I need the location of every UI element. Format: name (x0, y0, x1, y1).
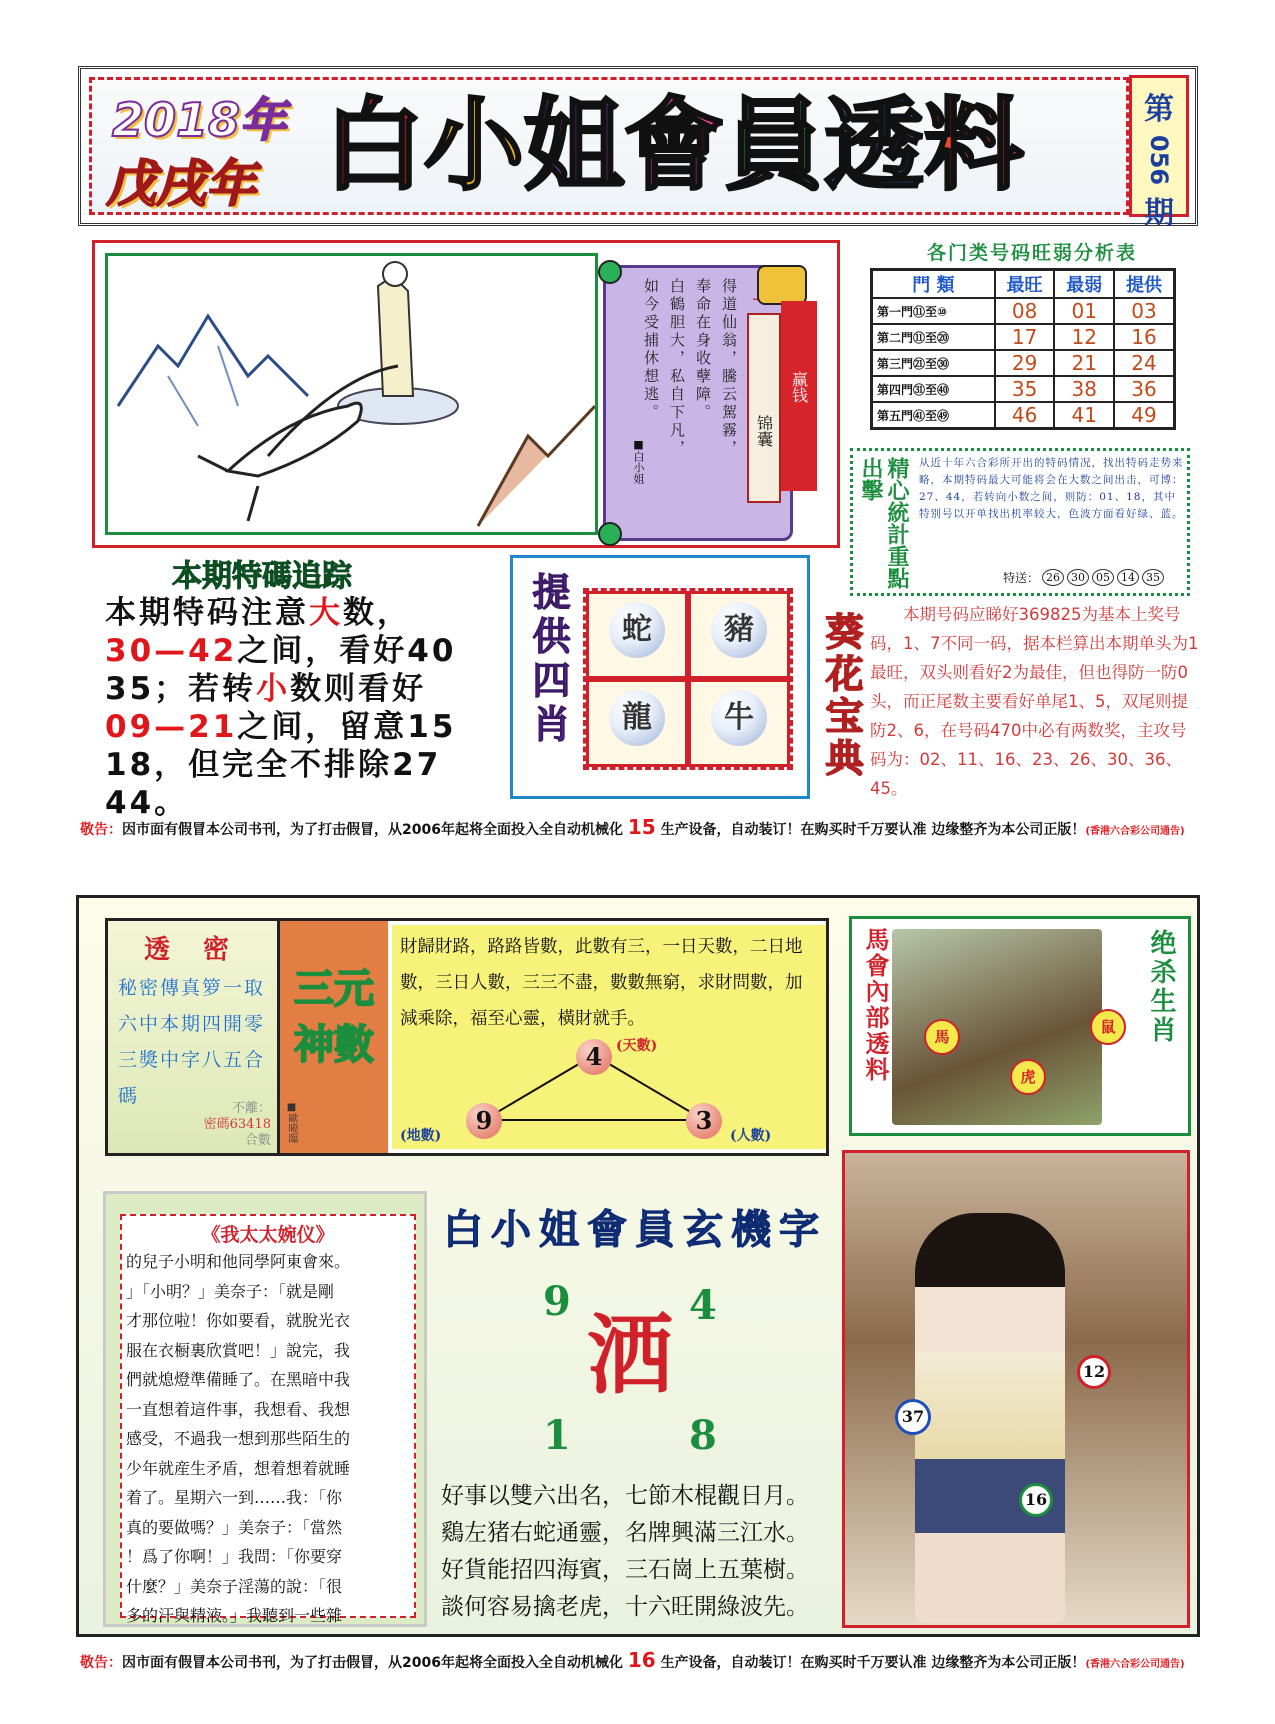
girl-photo (842, 1150, 1190, 1628)
door-table-title: 各门类号码旺弱分析表 (926, 242, 1137, 264)
scroll-poem-col: 奉命在身收孽障。 (694, 278, 712, 422)
title-char: 小 (424, 87, 524, 204)
table-row (872, 324, 1175, 350)
girl-figure (915, 1213, 1065, 1623)
title-char: 姐 (524, 87, 624, 204)
sanyuan-sign: ■歐曉臨 (286, 1102, 297, 1143)
special-row (1003, 569, 1164, 586)
ribbon-left: 锦囊 (747, 313, 781, 503)
secret-line: 六中本期四開零 (118, 1013, 266, 1035)
number-ball: 37 (895, 1399, 931, 1435)
illustration-frame (92, 240, 840, 548)
horse-panel (849, 916, 1191, 1136)
scroll-knob-top (598, 260, 622, 284)
warning-suffix: (香港六合彩公司通告) (1085, 1659, 1185, 1670)
zodiac-snake: 蛇 (609, 602, 665, 658)
zodiac-pig: 豬 (711, 602, 767, 658)
door-cell: 第三門㉑至㉚ (872, 350, 995, 376)
xuanji-num-tr: 4 (689, 1282, 717, 1329)
zodiac-dragon: 龍 (609, 690, 665, 746)
offer-cell: 36 (1114, 376, 1174, 402)
col-header: 最旺 (995, 270, 1055, 299)
zodiac-cell (688, 679, 790, 767)
offer-cell: 03 (1114, 298, 1174, 324)
four-zodiac-label: 提供四肖 (526, 572, 570, 748)
story-line: 什麼？」美奈子淫蕩的說：「很 (126, 1576, 343, 1596)
secret-footer-line: 密碼63418 (203, 1117, 271, 1132)
page-number: 15 (627, 815, 656, 839)
header-banner (78, 66, 1198, 231)
story-line: 少年就産生矛盾，想着想着就睡 (126, 1458, 351, 1478)
story-line: 感受，不過我一想到那些陌生的 (126, 1429, 351, 1448)
secret-panel (105, 918, 829, 1156)
secret-line: 碼 (118, 1085, 140, 1107)
table-row (872, 350, 1175, 376)
best-cell: 17 (995, 324, 1055, 350)
sunflower-label: 葵花宝典 (819, 612, 863, 780)
number-ball: 12 (1077, 1355, 1111, 1389)
track-highlight: 30—42 (105, 633, 238, 669)
zodiac-ox: 牛 (711, 690, 767, 746)
sunflower-text: 本期号码应睇好369825为基本上奖号码，1、7不同一码，据本栏算出本期单头为1最旺，双头则看好2为最佳，但也得防一防0头，而正尾数主要看好单尾1、5，双尾则提防2、6，在号码470中必有两数奖，主攻号码为：02、11、16、23、26、30、36、45。 (870, 605, 1199, 798)
zodiac-cell (688, 591, 790, 679)
page-number: 16 (627, 1648, 656, 1672)
zodiac-tag: 鼠 (1090, 1009, 1126, 1045)
zodiac-tag: 虎 (1010, 1059, 1046, 1095)
note-side-label: 精心統計重點出擊 (858, 457, 909, 589)
worst-cell: 01 (1054, 298, 1114, 324)
di-label: (地數) (400, 1128, 442, 1144)
sanyuan-label: 三元神數 (294, 966, 374, 1068)
secret-footer-line: 不離： (231, 1101, 271, 1116)
best-cell: 29 (995, 350, 1055, 376)
table-row (872, 298, 1175, 324)
poem-line: 談何容易擒老虎，十六旺開綠波先。 (441, 1594, 809, 1620)
horse-right-label: 绝杀生肖 (1146, 929, 1176, 1045)
track-text: 44。 (105, 785, 189, 821)
scroll-poem-col: 得道仙翁，騰云駕霧， (720, 278, 738, 458)
note-text: 从近十年六合彩所开出的特码情况，找出特码走势来略，本期特码最大可能将会在大数之间出击，可博：27、44，若转向小数之间，则防：01、18，其中特别号以开单找出机率较大，色波方面看好绿、蓝。 (919, 457, 1184, 520)
special-ball: 26 (1042, 569, 1064, 586)
title-char: 會 (624, 87, 724, 204)
special-ball: 05 (1092, 569, 1114, 586)
scroll-poem-col: 如今受捕休想逃。 (642, 278, 660, 422)
zodiac-cell (586, 591, 688, 679)
worst-cell: 38 (1054, 376, 1114, 402)
horse-left-label: 馬會內部透料 (861, 927, 889, 1083)
sanyuan-text: 財歸財路，路路皆數，此數有三，一日天數，二日地數，三日人數，三三不盡，數數無窮，求財問數，加減乘除，福至心靈，橫財就手。 (400, 937, 803, 1029)
page-16 (76, 895, 1200, 1637)
track-body (105, 594, 495, 822)
offer-cell: 24 (1114, 350, 1174, 376)
story-line: 的兒子小明和他同學阿東會來。 (126, 1252, 351, 1271)
issue-unit: 期 (1144, 196, 1174, 231)
table-row (872, 376, 1175, 402)
offer-cell: 16 (1114, 324, 1174, 350)
tian-label: (天數) (616, 1038, 658, 1054)
track-text: 之间，留意15 (237, 709, 457, 745)
warning-text: 因市面有假冒本公司书刊，为了打击假冒，从2006年起将全面投入全自动机械化 (122, 822, 623, 838)
xuanji-char: 洒 (587, 1305, 673, 1406)
track-highlight: 小 (256, 671, 291, 707)
scroll-knob-bottom (598, 522, 622, 546)
story-line: 真的要做嗎？」美奈子：「當然 (126, 1517, 343, 1537)
warning-bar (80, 815, 1185, 839)
issue-label: 第 (1144, 92, 1174, 127)
track-text: 本期特码注意 (105, 595, 309, 631)
story-line: 着了。星期六一到……我：「你 (126, 1488, 343, 1507)
story-title: 《我太太婉仪》 (201, 1224, 335, 1246)
story-line: 服在衣橱裏欣賞吧！」說完，我 (126, 1340, 351, 1360)
door-cell: 第一門⑪至⑩ (872, 298, 995, 324)
xuanji-num-br: 8 (689, 1412, 717, 1459)
track-highlight: 09—21 (105, 709, 238, 745)
xuanji-num-bl: 1 (543, 1412, 571, 1459)
issue-box (1129, 75, 1189, 231)
worst-cell: 41 (1054, 402, 1114, 429)
ren-label: (人數) (730, 1128, 772, 1144)
number-ball: 16 (1019, 1483, 1053, 1517)
tian-ball: 4 (576, 1039, 612, 1075)
crane-illustration (105, 253, 598, 535)
col-header: 最弱 (1054, 270, 1114, 299)
zodiac-cell (586, 679, 688, 767)
di-ball: 9 (466, 1103, 502, 1139)
xuanji-poem (441, 1478, 841, 1626)
scroll-poem-col: 白鶴胆大，私自下凡， (668, 278, 686, 458)
xuanji-title: 白小姐會員玄機字 (443, 1206, 827, 1253)
track-text: 35；若转 (105, 671, 257, 707)
special-label: 特送： (1003, 571, 1040, 585)
story-inner (120, 1214, 416, 1625)
xuanji-num-tl: 9 (543, 1278, 571, 1325)
horse-race-photo (892, 929, 1102, 1125)
title-char: 員 (724, 87, 824, 204)
scroll-poem-text (638, 278, 742, 498)
track-title: 本期特碼追踪 (172, 559, 352, 594)
special-ball: 14 (1117, 569, 1139, 586)
best-cell: 08 (995, 298, 1055, 324)
header-inner (89, 77, 1129, 215)
secret-footer (204, 1101, 271, 1149)
table-row (872, 402, 1175, 429)
ren-ball: 3 (686, 1103, 722, 1139)
story-line: 一直想着這件事，我想看、我想 (126, 1399, 351, 1419)
scroll-sign: ■白小姐 (632, 438, 645, 484)
col-header: 門 類 (872, 270, 995, 299)
warning-suffix: (香港六合彩公司通告) (1085, 826, 1185, 837)
story-line: 」「小明？」美奈子：「就是剛 (126, 1281, 335, 1301)
issue-number: 056 (1145, 134, 1173, 186)
worst-cell: 21 (1054, 350, 1114, 376)
pouch-icon (757, 265, 807, 305)
track-text: 数则看好 (290, 671, 427, 707)
warning-prefix: 敬告： (80, 1655, 122, 1671)
warning-text: 生产设备，自动装订！在购买时千万要认准 边缘整齐为本公司正版！ (660, 822, 1086, 838)
story-line: 多的汗與精液。」我聽到一些雜 (126, 1606, 343, 1625)
secret-footer-line: 合數 (244, 1133, 271, 1148)
warning-bar (80, 1648, 1185, 1672)
secret-line: 三獎中字八五合 (118, 1049, 266, 1071)
secret-line: 秘密傳真箩一取 (118, 977, 266, 999)
analysis-note (850, 448, 1190, 596)
zodiac-grid (583, 588, 793, 770)
story-line: 才那位啦！你如要看，就脫光衣 (126, 1311, 351, 1330)
zodiac-tag: 馬 (924, 1019, 960, 1055)
warning-text: 生产设备，自动装订！在购买时千万要认准 边缘整齐为本公司正版！ (660, 1655, 1086, 1671)
triangle-diagram (392, 925, 826, 1149)
crane-drawing (108, 256, 595, 532)
door-cell: 第五門㊶至㊾ (872, 402, 995, 429)
story-line: ！爲了你啊！」我問：「你要穿 (126, 1547, 343, 1566)
door-cell: 第二門⑪至⑳ (872, 324, 995, 350)
warning-prefix: 敬告： (80, 822, 122, 838)
sanyuan-label-box (280, 921, 388, 1153)
story-panel (103, 1191, 427, 1627)
secret-title: 透 密 (143, 935, 242, 965)
ganzhi-text: 戊戌年 (106, 155, 256, 213)
year-text: 2018年 (112, 93, 287, 147)
poem-line: 好貨能招四海賓，三石崗上五葉樹。 (441, 1557, 809, 1583)
track-text: 18，但完全不排除27 (105, 747, 442, 783)
best-cell: 35 (995, 376, 1055, 402)
offer-cell: 49 (1114, 402, 1174, 429)
main-title (324, 86, 1024, 206)
ribbon-right: 赢钱 (781, 301, 817, 491)
secret-fax (108, 921, 280, 1153)
secret-lines (108, 966, 277, 1114)
track-text: 之间，看好40 (237, 633, 457, 669)
col-header: 提供 (1114, 270, 1174, 299)
story-text (122, 1247, 414, 1631)
poem-line: 鷄左猪右蛇通靈，名牌興滿三江水。 (441, 1520, 809, 1546)
poem-line: 好事以雙六出名，七節木棍觀日月。 (441, 1483, 809, 1509)
title-char: 透 (824, 87, 924, 204)
door-cell: 第四門㉛至㊵ (872, 376, 995, 402)
title-char: 料 (924, 87, 1024, 204)
door-analysis-table (870, 268, 1176, 430)
four-zodiac-box (510, 555, 810, 799)
title-char: 白 (324, 87, 424, 204)
track-highlight: 大 (309, 595, 343, 631)
track-text: 数， (343, 595, 411, 631)
story-line: 們就熄燈準備睡了。在黑暗中我 (126, 1370, 351, 1389)
worst-cell: 12 (1054, 324, 1114, 350)
warning-text: 因市面有假冒本公司书刊，为了打击假冒，从2006年起将全面投入全自动机械化 (122, 1655, 623, 1671)
table-header-row (872, 270, 1175, 299)
sanyuan-content (392, 925, 826, 1149)
special-ball: 30 (1067, 569, 1089, 586)
best-cell: 46 (995, 402, 1055, 429)
special-ball: 35 (1142, 569, 1164, 586)
